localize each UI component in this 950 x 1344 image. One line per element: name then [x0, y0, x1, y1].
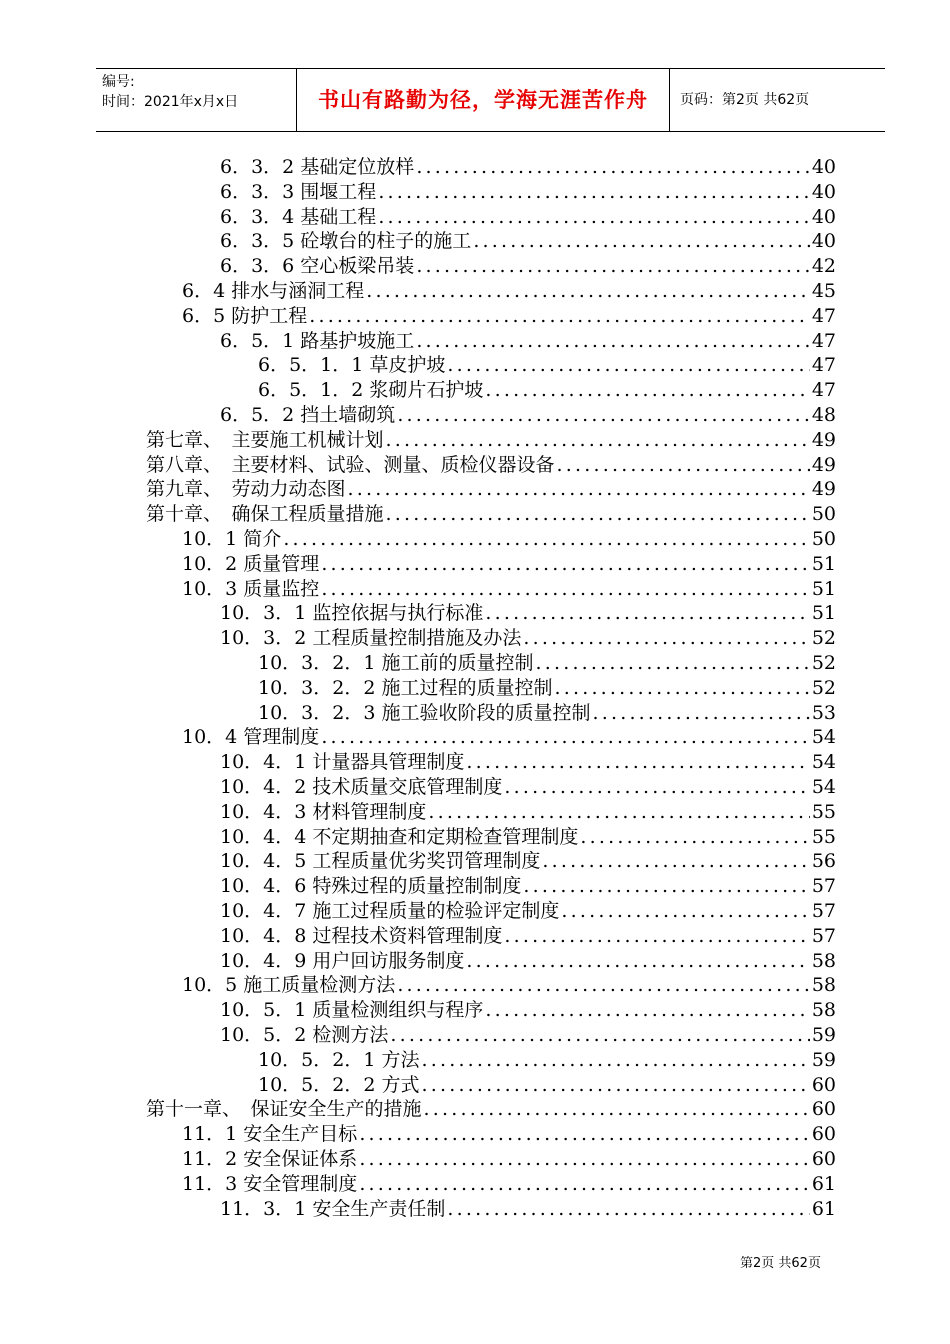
toc-entry-page-number: 55 — [811, 825, 836, 848]
toc-leader-dots — [366, 279, 810, 304]
toc-entry-page-number: 58 — [811, 949, 836, 972]
toc-entry-page-number: 51 — [811, 602, 836, 625]
toc-entry[interactable] — [0, 180, 950, 205]
toc-entry-page-number: 45 — [811, 280, 836, 302]
toc-entry[interactable] — [0, 403, 950, 428]
toc-entry-page-number: 49 — [811, 453, 836, 476]
toc-leader-dots — [359, 1147, 810, 1172]
toc-leader-dots — [580, 825, 809, 850]
toc-leader-dots — [557, 453, 810, 478]
toc-entry-title: 10．2 质量管理 — [182, 552, 320, 575]
toc-entry[interactable] — [0, 874, 950, 899]
toc-leader-dots — [397, 403, 810, 428]
toc-entry[interactable] — [0, 651, 950, 676]
toc-entry-title: 10．3．2 工程质量控制措施及办法 — [220, 627, 522, 650]
toc-entry[interactable] — [0, 601, 950, 626]
toc-entry-title: 10．5．1 质量检测组织与程序 — [220, 999, 484, 1022]
toc-entry-page-number: 60 — [811, 1073, 836, 1096]
document-number-label: 编号: — [102, 74, 135, 90]
header-divider — [669, 69, 670, 131]
toc-leader-dots — [421, 1073, 809, 1098]
toc-entry[interactable] — [0, 924, 950, 949]
toc-entry-title: 10．5．2．2 方式 — [258, 1073, 420, 1096]
toc-entry[interactable] — [0, 899, 950, 924]
toc-entry[interactable] — [0, 229, 950, 254]
toc-entry[interactable] — [0, 1197, 950, 1222]
toc-entry-page-number: 60 — [811, 1098, 836, 1121]
toc-entry-page-number: 59 — [811, 1024, 836, 1046]
toc-entry-title: 6．5．1．1 草皮护坡 — [258, 354, 446, 377]
toc-entry-title: 6．3．5 砼墩台的柱子的施工 — [220, 230, 472, 253]
page-header — [96, 68, 885, 132]
toc-entry-page-number: 47 — [811, 379, 836, 402]
toc-entry-title: 10．3 质量监控 — [182, 577, 320, 600]
toc-entry[interactable] — [0, 1122, 950, 1147]
toc-leader-dots — [554, 676, 809, 701]
toc-entry[interactable] — [0, 254, 950, 279]
toc-leader-dots — [485, 998, 809, 1023]
toc-entry[interactable] — [0, 998, 950, 1023]
toc-leader-dots — [378, 205, 810, 230]
toc-entry-page-number: 58 — [811, 974, 836, 997]
toc-leader-dots — [535, 651, 809, 676]
toc-entry-page-number: 58 — [811, 999, 836, 1022]
toc-leader-dots — [359, 1172, 810, 1197]
toc-entry-title: 10．4．9 用户回访服务制度 — [220, 949, 465, 972]
toc-entry[interactable] — [0, 626, 950, 651]
toc-leader-dots — [473, 229, 810, 254]
toc-entry[interactable] — [0, 378, 950, 403]
toc-entry[interactable] — [0, 353, 950, 378]
toc-entry[interactable] — [0, 1073, 950, 1098]
toc-entry-title: 10．4．2 技术质量交底管理制度 — [220, 776, 503, 798]
toc-entry-title: 10．4．5 工程质量优劣奖罚管理制度 — [220, 850, 541, 873]
toc-entry-page-number: 50 — [811, 503, 836, 526]
toc-entry-title: 10．3．1 监控依据与执行标准 — [220, 602, 484, 625]
toc-leader-dots — [466, 750, 809, 775]
toc-entry-page-number: 52 — [811, 652, 836, 674]
toc-entry-page-number: 57 — [811, 924, 836, 947]
toc-entry-title: 10．4．8 过程技术资料管理制度 — [220, 924, 503, 947]
header-page-info: 页码：第2页 共62页 — [680, 92, 810, 108]
toc-entry-title: 10．4．3 材料管理制度 — [220, 800, 427, 823]
toc-leader-dots — [424, 1097, 810, 1122]
toc-entry-page-number: 52 — [811, 627, 836, 650]
toc-leader-dots — [416, 254, 810, 279]
toc-leader-dots — [321, 552, 810, 577]
toc-leader-dots — [542, 849, 809, 874]
toc-entry-page-number: 50 — [811, 528, 836, 550]
toc-entry-title: 11．3．1 安全生产责任制 — [220, 1197, 446, 1220]
toc-entry[interactable] — [0, 949, 950, 974]
toc-entry-title: 10．3．2．2 施工过程的质量控制 — [258, 676, 553, 699]
toc-leader-dots — [428, 800, 809, 825]
toc-entry-title: 6．5．1 路基护坡施工 — [220, 329, 415, 352]
toc-leader-dots — [386, 428, 810, 453]
toc-leader-dots — [321, 725, 810, 750]
toc-leader-dots — [416, 329, 810, 354]
toc-entry-title: 6．4 排水与涵洞工程 — [182, 280, 365, 302]
toc-entry-title: 11．1 安全生产目标 — [182, 1123, 358, 1146]
toc-entry-title: 10．5．2．1 方法 — [258, 1048, 420, 1071]
toc-entry-page-number: 61 — [811, 1197, 836, 1220]
toc-entry[interactable] — [0, 750, 950, 775]
toc-entry-page-number: 57 — [811, 875, 836, 898]
toc-entry-page-number: 49 — [811, 478, 836, 501]
toc-leader-dots — [283, 527, 810, 552]
toc-entry-page-number: 47 — [811, 304, 836, 327]
toc-entry-page-number: 40 — [811, 205, 836, 228]
toc-entry-page-number: 51 — [811, 577, 836, 600]
toc-entry[interactable] — [0, 1048, 950, 1073]
toc-leader-dots — [321, 577, 810, 602]
toc-entry[interactable] — [0, 304, 950, 329]
toc-leader-dots — [359, 1122, 810, 1147]
toc-leader-dots — [421, 1048, 809, 1073]
toc-entry-title: 6．3．6 空心板梁吊装 — [220, 255, 415, 278]
toc-leader-dots — [447, 1197, 809, 1222]
toc-entry[interactable] — [0, 1172, 950, 1197]
toc-entry-page-number: 61 — [811, 1172, 836, 1195]
toc-entry-page-number: 56 — [811, 850, 836, 873]
toc-entry[interactable] — [0, 428, 950, 453]
toc-entry-page-number: 47 — [811, 329, 836, 352]
toc-entry-title: 11．3 安全管理制度 — [182, 1172, 358, 1195]
toc-entry-title: 6．3．4 基础工程 — [220, 205, 377, 228]
toc-entry-title: 10．5．2 检测方法 — [220, 1024, 389, 1046]
toc-entry-page-number: 54 — [811, 776, 836, 798]
toc-entry-title: 10．3．2．3 施工验收阶段的质量控制 — [258, 701, 591, 724]
toc-leader-dots — [309, 304, 810, 329]
toc-entry[interactable] — [0, 701, 950, 726]
toc-entry-page-number: 48 — [811, 404, 836, 426]
toc-leader-dots — [485, 378, 809, 403]
toc-entry-page-number: 59 — [811, 1048, 836, 1071]
header-motto: 书山有路勤为径，学海无涯苦作舟 — [318, 88, 648, 112]
toc-entry[interactable] — [0, 973, 950, 998]
toc-entry[interactable] — [0, 329, 950, 354]
toc-entry[interactable] — [0, 849, 950, 874]
toc-entry[interactable] — [0, 1097, 950, 1122]
toc-entry[interactable] — [0, 577, 950, 602]
toc-leader-dots — [397, 973, 810, 998]
toc-entry-title: 11．2 安全保证体系 — [182, 1148, 358, 1170]
toc-entry[interactable] — [0, 477, 950, 502]
toc-entry-page-number: 40 — [811, 230, 836, 253]
toc-entry-title: 第十一章、 保证安全生产的措施 — [146, 1098, 422, 1121]
toc-entry[interactable] — [0, 800, 950, 825]
toc-entry-title: 10．4．1 计量器具管理制度 — [220, 751, 465, 774]
toc-entry-title: 第九章、 劳动力动态图 — [146, 478, 346, 501]
toc-leader-dots — [592, 701, 809, 726]
toc-entry[interactable] — [0, 279, 950, 304]
toc-entry-title: 10．4．7 施工过程质量的检验评定制度 — [220, 900, 560, 922]
toc-entry[interactable] — [0, 205, 950, 230]
document-time-label: 时间：2021年x月x日 — [102, 94, 239, 110]
toc-entry-title: 10．4 管理制度 — [182, 726, 320, 749]
toc-leader-dots — [504, 775, 809, 800]
toc-leader-dots — [386, 502, 810, 527]
toc-entry-title: 6．5 防护工程 — [182, 304, 308, 327]
toc-entry-page-number: 47 — [811, 354, 836, 377]
toc-leader-dots — [504, 924, 809, 949]
toc-leader-dots — [523, 626, 809, 651]
toc-entry-title: 6．3．3 围堰工程 — [220, 180, 377, 203]
toc-entry[interactable] — [0, 775, 950, 800]
toc-entry-page-number: 54 — [811, 751, 836, 774]
toc-entry[interactable] — [0, 1147, 950, 1172]
toc-entry[interactable] — [0, 825, 950, 850]
page-footer: 第2页 共62页 — [740, 1256, 821, 1271]
toc-leader-dots — [378, 180, 810, 205]
toc-entry-title: 6．5．1．2 浆砌片石护坡 — [258, 379, 484, 402]
toc-entry-page-number: 54 — [811, 726, 836, 749]
toc-entry-page-number: 40 — [811, 156, 836, 178]
header-meta — [102, 73, 296, 127]
toc-entry-page-number: 53 — [811, 701, 836, 724]
toc-entry-title: 10．4．4 不定期抽查和定期检查管理制度 — [220, 825, 579, 848]
toc-entry[interactable] — [0, 527, 950, 552]
toc-leader-dots — [485, 601, 809, 626]
toc-entry-title: 10．4．6 特殊过程的质量控制制度 — [220, 875, 522, 898]
toc-entry-title: 10．1 简介 — [182, 528, 282, 550]
toc-entry-title: 第七章、 主要施工机械计划 — [146, 428, 384, 451]
toc-entry-page-number: 60 — [811, 1123, 836, 1146]
toc-leader-dots — [466, 949, 809, 974]
toc-leader-dots — [561, 899, 809, 924]
toc-entry-title: 10．5 施工质量检测方法 — [182, 974, 396, 997]
toc-entry[interactable] — [0, 502, 950, 527]
toc-entry[interactable] — [0, 155, 950, 180]
toc-entry-page-number: 55 — [811, 800, 836, 823]
toc-leader-dots — [447, 353, 809, 378]
toc-entry-title: 第八章、 主要材料、试验、测量、质检仪器设备 — [146, 453, 555, 476]
toc-leader-dots — [416, 155, 810, 180]
toc-entry[interactable] — [0, 676, 950, 701]
toc-entry[interactable] — [0, 552, 950, 577]
toc-entry-page-number: 60 — [811, 1148, 836, 1170]
toc-entry[interactable] — [0, 453, 950, 478]
toc-leader-dots — [523, 874, 809, 899]
toc-entry-page-number: 42 — [811, 255, 836, 278]
toc-entry[interactable] — [0, 1023, 950, 1048]
toc-entry-page-number: 57 — [811, 900, 836, 922]
toc-entry-title: 6．3．2 基础定位放样 — [220, 156, 415, 178]
toc-entry-title: 6．5．2 挡土墙砌筑 — [220, 404, 396, 426]
toc-entry-title: 10．3．2．1 施工前的质量控制 — [258, 652, 534, 674]
toc-entry-title: 第十章、 确保工程质量措施 — [146, 503, 384, 526]
toc-entry-page-number: 51 — [811, 552, 836, 575]
toc-entry-page-number: 40 — [811, 180, 836, 203]
toc-leader-dots — [348, 477, 810, 502]
toc-entry[interactable] — [0, 725, 950, 750]
toc-entry-page-number: 49 — [811, 428, 836, 451]
toc-entry-page-number: 52 — [811, 676, 836, 699]
toc-leader-dots — [390, 1023, 809, 1048]
